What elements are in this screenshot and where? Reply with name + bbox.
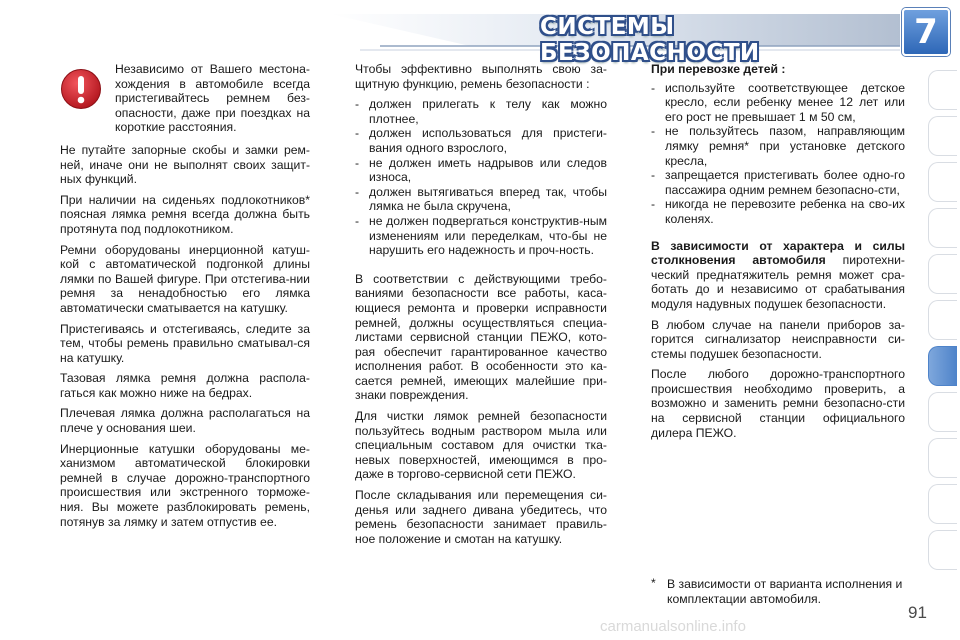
chapter-number-badge: 7	[902, 8, 950, 56]
paragraph: В соответствии с действующими требо-ваниями безопасности все работы, каса-ющиеся ремонта и проверки исправности ремней, должны осуществляться специа-листами сервисной станции ПЕЖО, кото-рая обеспечит гарантированное качество исполнения работ. В особенности это ка-сается ремней, имеющих малейшие при-знаки повреждения.	[355, 271, 607, 403]
list-item: - не должен подвергаться конструктив-ным изменениям или переделкам, что-бы не нарушить его надежность и проч-ность.	[355, 214, 607, 258]
warning-block	[60, 62, 310, 135]
list-item: - никогда не перевозите ребенка на сво-их коленях.	[651, 197, 905, 226]
paragraph: Пристегиваясь и отстегиваясь, следите за тем, чтобы ремень правильно сматывал-ся на катушку.	[60, 321, 310, 365]
chapter-tab[interactable]	[928, 530, 957, 570]
list-item: - должен вытягиваться вперед так, чтобы лямка не была скручена,	[355, 185, 607, 214]
requirements-list	[355, 97, 607, 258]
paragraph: Чтобы эффективно выполнять свою за-щитную функцию, ремень безопасности :	[355, 62, 607, 91]
collision-paragraph	[651, 239, 905, 312]
list-item: - не пользуйтесь пазом, направляющим лямку ремня* при установке детского кресла,	[651, 124, 905, 168]
page-number: 91	[908, 603, 927, 622]
warning-text: Независимо от Вашего местона-хождения в автомобиле всегда пристегивайтесь ремнем без-опасности, даже при поездках на короткие расстояния.	[115, 62, 310, 135]
footnote-text: В зависимости от варианта исполнения и комплектации автомобиля.	[667, 577, 903, 606]
list-item: - используйте соответствующее детское кресло, если ребенку менее 12 лет или его рост не превышает 1 м 50 см,	[651, 81, 905, 125]
collision-heading: В зависимости от характера и силы столкновения автомобиля	[651, 238, 905, 268]
chapter-tab[interactable]	[928, 208, 957, 248]
chapter-tab-active[interactable]	[928, 346, 957, 386]
paragraph: После любого дорожно-транспортного происшествия необходимо проверить, а возможно и заменить ремни безопасно-сти на сервисной станции официального дилера ПЕЖО.	[651, 367, 905, 440]
chapter-tab[interactable]	[928, 254, 957, 294]
chapter-tab[interactable]	[928, 300, 957, 340]
footnote	[651, 577, 905, 606]
chapter-tab[interactable]	[928, 70, 957, 110]
children-list	[651, 81, 905, 227]
paragraph: В любом случае на панели приборов за-горится сигнализатор неисправности си-стемы подушек безопасности.	[651, 317, 905, 361]
chapter-tabs	[928, 70, 960, 610]
paragraph: После складывания или перемещения си-денья или заднего дивана убедитесь, что ремень безопасности занимает правиль-ное положение и смотан на катушку.	[355, 488, 607, 546]
list-item: - не должен иметь надрывов или следов износа,	[355, 156, 607, 185]
section-title: СИСТЕМЫ БЕЗОПАСНОСТИ	[540, 14, 760, 66]
list-item: - должен использоваться для пристеги-вания одного взрослого,	[355, 126, 607, 155]
column-2	[355, 62, 607, 552]
paragraph: Не путайте запорные скобы и замки рем-ней, иначе они не выполнят своих защит-ных функций.	[60, 142, 310, 187]
chapter-tab[interactable]	[928, 392, 957, 432]
paragraph: Тазовая лямка ремня должна распола-гаться как можно ниже на бедрах.	[60, 371, 310, 400]
chapter-tab[interactable]	[928, 162, 957, 202]
children-heading: При перевозке детей :	[651, 62, 786, 76]
paragraph: Инерционные катушки оборудованы ме-ханизмом автоматической блокировки ремней в случае дорожно-транспортного происшествия или экстренного торможе-ния. Вы можете разблокировать ремень, потянув за лямку и затем отпустив ее.	[60, 441, 310, 529]
list-item: - должен прилегать к телу как можно плотнее,	[355, 97, 607, 126]
paragraph: Плечевая лямка должна располагаться на плече у основания шеи.	[60, 406, 310, 436]
paragraph: Для чистки лямок ремней безопасности пользуйтесь водным раствором мыла или специальным составом для очистки тка-невых поверхностей, имеющимся в про-даже в торгово-сервисной сети ПЕЖО.	[355, 409, 607, 482]
column-3	[651, 62, 905, 446]
paragraph: Ремни оборудованы инерционной катуш-кой с автоматической подгонкой длины лямки по Вашей фигуре. При отстегива-нии ремня за ненадобностью его лямка автоматически сматывается на катушку.	[60, 242, 310, 315]
collision-text: пиротехни-ческий преднатяжитель ремня может сра-ботать до и независимо от срабатывания модуля надувных подушек безопасности.	[651, 253, 905, 311]
list-item: - запрещается пристегивать более одно-го пассажира одним ремнем безопасно-сти,	[651, 168, 905, 197]
chapter-tab[interactable]	[928, 484, 957, 524]
chapter-tab[interactable]	[928, 438, 957, 478]
paragraph: При наличии на сиденьях подлокотников* поясная лямка ремня всегда должна быть протянута под подлокотником.	[60, 192, 310, 236]
footnote-marker: *	[651, 576, 656, 590]
column-1	[60, 62, 310, 535]
warning-exclamation-icon	[60, 68, 102, 110]
watermark: carmanualsonline.info	[600, 618, 746, 635]
chapter-tab[interactable]	[928, 116, 957, 156]
